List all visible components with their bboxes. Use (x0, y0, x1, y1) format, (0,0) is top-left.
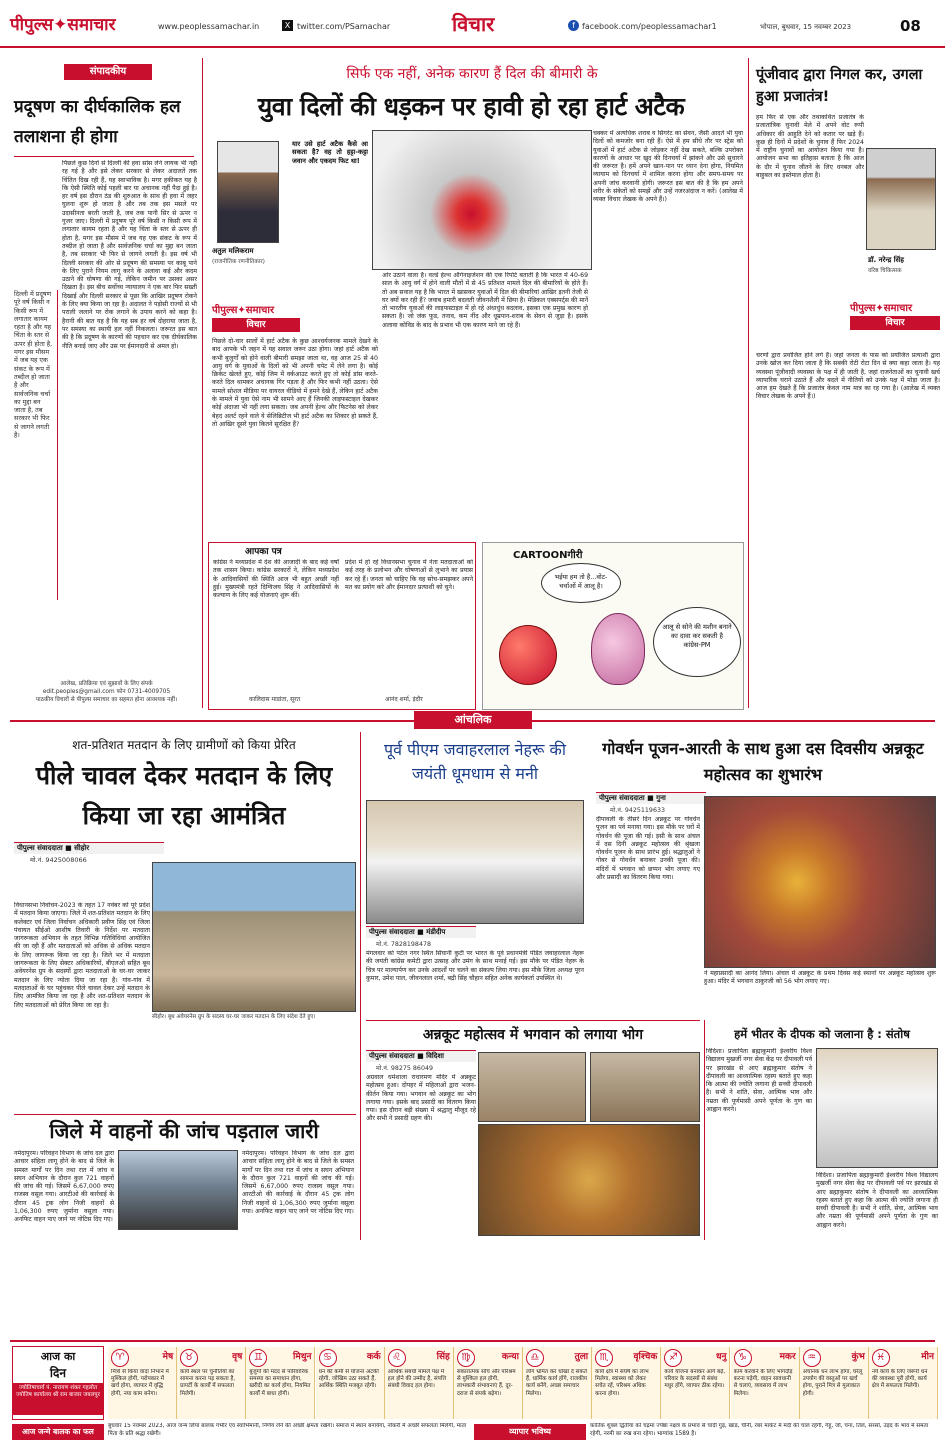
horoscope-title-box (12, 1346, 104, 1420)
rashi-text: अचानक धन लाभ होगा, घरेलू उपयोग की वस्तुओं पर खर्च होगा, पुराने मित्र से मुलाकात होगी। (802, 1369, 863, 1397)
story1-kicker: शत-प्रतिशत मतदान के लिए ग्रामीणों को किया प्रेरित (72, 738, 296, 752)
story4-photo-3 (590, 1052, 700, 1122)
story5-body-cont: नर्मदापुरम। परिवहन विभाग के जांच दल द्वारा आचार संहिता लागू होने के बाद से जिले के समस्त मार्गों पर दिन तथा रात में जांच व सघन अभियान के दौरान कुल 721 वाहनों की जांच की गई। जिसमें 6,67,000 रुपए राजस्व वसूल गया। आरटीओ की कार्रवाई के दौरान 45 ट्रक लोग निजी वाहनों से 1,06,300 रुपए जुर्माना वसूला गया। अनफिट वाहन पाए जाने पर नोटिस दिए गए। (242, 1150, 354, 1216)
story2-body: मंगलवार को पटेल नगर स्थित सिंघानी कुटी पर भारत के पूर्व प्रधानमंत्री पंडित जवाहरलाल नेहरू की जयंती कांग्रेस कमेटी द्वारा उत्साह और उमंग के साथ मनाई गई। इस मौके पर पंडित नेहरू के चित्र पर माल्यार्पण कर उनके आदर्शों पर चलने का संकल्प लिया गया। इस मौके जिला अध्यक्ष पूरन कुमार, उमेश पाल, जीवनलाल शर्मा, बद्री सिंह चौहान सहित अनेक कार्यकर्ता उपस्थित थे। (366, 950, 584, 982)
divider (14, 156, 194, 157)
rashi-12 (869, 1347, 938, 1419)
rashi-7 (523, 1347, 592, 1419)
heart-attack-photo (372, 130, 592, 270)
letters-box (208, 542, 476, 710)
zodiac-icon: ♈ (111, 1349, 129, 1367)
twitter-icon: X (282, 20, 293, 31)
story3-body: दीपावली के तीसरे दिन अन्नकूट पर गोवर्धन पूजन का पर्व मनाया गया। इस मौके पर घरों में गोवर्धन की पूजा की गई। इसी के साथ अंचल में दस दिनी अन्नकूट महोत्सव की श्रृंखला गोवर्धन पूजन के साथ प्रारंभ हुई। श्रद्धालुओं ने गोबर से गोवर्धन बनाकर उनकी पूजा की। मंदिरों में भगवान को छप्पन भोग लगाए गए और प्रसादी का वितरण किया गया। (596, 816, 700, 882)
rashi-text: कार्य क्षेत्र में संघर्ष का लाभ मिलेगा, स्वास्थ्य को लेकर सचेत रहें, परिश्रम अधिक करना होगा। (595, 1369, 649, 1397)
story3-dateline: पीपुल्स संवाददाता ■ गुना (596, 792, 706, 804)
letters-col-2: प्रदेश में हो रहे विधानसभा चुनाव में नेता मतदाताओं को कई तरह के प्रलोभन और घोषणाओं से लुभाने का प्रयास कर रहे हैं। जनता को चाहिए कि वह सोच-समझकर अपने मत का प्रयोग करे और ईमानदार प्रत्याशी को चुने। (345, 559, 473, 591)
rashi-name: कुंभ (851, 1352, 865, 1362)
horoscope-title-main: दिन (49, 1366, 67, 1380)
story4-mobile: मो.नं. 98275 86049 (376, 1065, 433, 1072)
rashi-3 (246, 1347, 315, 1419)
letters-col-1: कांग्रेस ने मध्यप्रदेश में देश की आजादी के बाद कई वर्षों तक शासन किया। कांग्रेस सरकारों ने, लेकिन मध्यप्रदेश के आदिवासियों की स्थिति आज भी बहुत अच्छी नहीं हुई। मुख्यमंत्री रहते दिग्विजय सिंह ने आदिवासियों के कल्याण के लिए कई योजनाएं शुरू कीं। (213, 559, 339, 600)
rashi-4 (316, 1347, 385, 1419)
story2-headline: पूर्व पीएम जवाहरलाल नेहरू की जयंती धूमधाम से मनी (383, 740, 566, 783)
horoscope-rule (10, 1340, 935, 1342)
rashi-2 (177, 1347, 246, 1419)
story1-mobile: मो.नं. 9425008066 (30, 856, 87, 864)
story5-headline: जिले में वाहनों की जांच पड़ताल जारी (49, 1119, 319, 1143)
story6-photo (816, 1048, 938, 1168)
lead-kicker: सिर्फ एक नहीं, अनेक कारण हैं दिल की बीमारी के (346, 66, 598, 82)
horoscope-title-top: आज का (40, 1350, 76, 1363)
story2-photo (366, 800, 584, 924)
section-title: विचार (452, 12, 495, 36)
zodiac-icon: ♐ (664, 1349, 682, 1367)
twitter-link[interactable]: twitter.com/PSamachar (297, 22, 391, 31)
rashi-6 (454, 1347, 523, 1419)
story6-body-2: विदिशा। प्रजापिता ब्रह्माकुमारी ईश्वरीय विश्व विद्यालय मुखर्जी नगर सेवा केंद्र पर दीपावली पर्व पर झारखंड से आए ब्रह्माकुमार संतोष ने दीपावली का आध्यात्मिक रहस्य बताते हुए कहा कि आत्मा की ज्योति जगाना ही सच्ची दीपावली है। सभी ने शांति, सेवा, आत्मिक भाव और नम्रता की पूर्णमासी अपने पूर्णता के गुण का आह्वान करने। (816, 1172, 938, 1229)
editorial-pull-quote: दिल्ली में प्रदूषण पूरे वर्ष किसी न किसी रूप में लगातार कायम रहता है और यह चिंता के स्तर से ऊपर ही होता है, मगर इस मौसम में जब यह एक संकट के रूप में तब्दील हो जाता है और सार्वजनिक चर्चा का मुद्दा बन जाता है, तब सरकार भी फिर से जागने लगती है। (14, 290, 58, 600)
rashi-11 (800, 1347, 869, 1419)
rashi-name: मेष (162, 1352, 174, 1362)
author-role: (राजनीतिक रणनीतिकार) (212, 259, 265, 265)
speech-bubble-2: आलू से सोने की मशीन बनाने का दावा कर सकती है कांग्रेस-PM (653, 607, 741, 677)
rashi-name: सिंह (436, 1352, 450, 1362)
website-link[interactable]: www.peoplessamachar.in (158, 22, 260, 31)
rashi-name: कर्क (366, 1352, 381, 1362)
lead-body-3: चक्कर में अत्यधिक शराब व सिगरेट का सेवन, जैसी आदतें भी युवा दिलों को कमजोर बना रही हैं। ऐसे में हम सीधे तौर पर स्ट्रेस को युवाओं में हार्ट अटैक से जोड़कर नहीं देख सकते, बल्कि उपरोक्त कारणों के आधार पर खुद की दिनचर्या में झांकने और उसे सुधारने की जरूरत है। हमें अपने खान-पान पर ध्यान देना होगा, नियमित व्यायाम को दिनचर्या में शामिल करना होगा और समय-समय पर अपनी जांच करवानी होगी। जरूरत इस बात की है कि हम अपने शरीर के संकेतों को समझें और उन्हें नजरअंदाज न करें। (आलेख में व्यक्त विचार लेखक के अपने हैं।) (593, 130, 743, 204)
rashi-1 (108, 1347, 177, 1419)
story6-headline: हमें भीतर के दीपक को जलाना है : संतोष (734, 1027, 910, 1041)
right-logo: पीपुल्स✦समाचार (850, 303, 913, 314)
right-author-role: वरिष्ठ चिकित्सक (868, 268, 902, 274)
rashi-text: नये कार्य के लिए जरूरी धन की व्यवस्था पूरी होगी, कार्य क्षेत्र में सफलता मिलेगी। (871, 1369, 928, 1390)
rashi-name: वृश्चिक (633, 1352, 658, 1362)
letter-signature-1: कालिदास माडांता, सूरत (249, 696, 301, 703)
story6-body: विदिशा। प्रजापिता ब्रह्माकुमारी ईश्वरीय विश्व विद्यालय मुखर्जी नगर सेवा केंद्र पर दीपावली पर्व पर झारखंड से आए ब्रह्माकुमार संतोष ने दीपावली का आध्यात्मिक रहस्य बताते हुए कहा कि आत्मा की ज्योति जगाना ही सच्ची दीपावली है। सभी ने शांति, सेवा, आत्मिक भाव और नम्रता की पूर्णमासी अपने पूर्णता के गुण का आह्वान करने। (706, 1048, 812, 1114)
story2-dateline: पीपुल्स संवाददाता ■ मंडीदीप (366, 926, 476, 938)
editorial-body: पिछले कुछ दिनों से दिल्ली की हवा सांस लेने लायक भी नहीं रह गई है और इसे लेकर सरकार से लेकर अदालतें तक चिंतित दिख रही हैं, यह स्वाभाविक है। मगर हकीकत यह है कि ऐसी स्थिति कोई पहली बार या अचानक नहीं पैदा हुई है। हर वर्ष इस दौरान ठंड की शुरुआत के साथ ही हवा में जहर घुलना शुरू हो जाता है और तब तक इस मसले पर उदासीनता बरती जाती है, जब तक पानी सिर से ऊपर न गुजर जाए। दिल्ली में प्रदूषण पूरे वर्ष किसी न किसी रूप में लगातार कायम रहता है और यह चिंता के स्तर से ऊपर ही होता है, मगर इस मौसम में जब यह एक संकट के रूप में तब्दील हो जाता है और सार्वजनिक चर्चा का मुद्दा बन जाता है, तब सरकार भी फिर से जागने लगती है। इस वर्ष भी दिल्ली सरकार की ओर से प्रदूषण की समस्या पर काबू पाने के लिए पुराने नियम लागू करने के अलावा कई और कदम उठाने की घोषणा की गई, लेकिन जमीन पर उसका असर दिखता है। इस बीच सर्वोच्च न्यायालय ने एक बार फिर सख्ती दिखाई और दिल्ली सरकार से पूछा कि आखिर प्रदूषण रोकने के लिए क्या किया जा रहा है। अदालत ने पड़ोसी राज्यों से भी पराली जलाने पर रोक लगाने के उपाय करने को कहा है। हैरानी की बात यह है कि यह सब हर वर्ष दोहराया जाता है, पर समस्या का स्थायी हल नहीं निकलता। जरूरत इस बात की है कि प्रदूषण के कारणों की पहचान कर एक दीर्घकालिक नीति बनाई जाए और उस पर ईमानदारी से अमल हो। (62, 160, 197, 350)
rashi-8 (592, 1347, 661, 1419)
zodiac-icon: ♋ (319, 1349, 337, 1367)
lead-headline: युवा दिलों की धड़कन पर हावी हो रहा हार्ट अटैक (257, 92, 685, 121)
story5-photo (118, 1150, 238, 1230)
column-rule (748, 58, 749, 708)
right-section-tag: विचार (850, 316, 940, 330)
cartoon-label: CARTOONगीरी (513, 550, 583, 561)
tomato-illustration (499, 625, 557, 685)
rashi-text: सकारात्मक सोच और परिश्रम से मुश्किल हल होगी, लाभकारी संभावनाएं हैं, दूर-दराज से संपर्क बढ़ेगा। (456, 1369, 516, 1397)
onion-illustration (591, 613, 645, 685)
story4-photo-2 (478, 1124, 700, 1236)
lead-body-1: पिछले दो-चार सालों में हार्ट अटैक के कुछ आश्चर्यजनक मामले देखने के बाद आपके भी जहन में यह सवाल जरूर उठा होगा। जहां हार्ट अटैक को कभी बुजुर्गों को होने वाली बीमारी समझा जाता था, वह आज 25 से 40 आयु वर्ग के युवाओं के दिलों को भी अपनी चपेट में लेने लगा है। कोई क्रिकेट खेलते हुए, कोई जिम में वर्कआउट करते हुए तो कोई डांस करते-करते दिल थामकर अचानक गिर पड़ता है और फिर कभी नहीं उठता। ऐसे मामले सोशल मीडिया पर वायरल वीडियो में हमने देखे हैं, लेकिन हार्ट अटैक के मामले में युवा ऐसे नाम भी सामने आए हैं जिनकी लाइफस्टाइल देखकर कोई अंदाजा भी नहीं लगा सकता। जब अपनी हेल्थ और फिटनेस को लेकर बेहद अलर्ट रहने वाले ये सेलिब्रिटीज भी हार्ट अटैक का शिकार हो सकते हैं, तो आखिर दूसरे युवा कितने सुरक्षित हैं? (212, 338, 378, 428)
column-rule (704, 1020, 705, 1240)
story2-mobile: मो.नं. 7828198478 (376, 941, 431, 948)
page-number: 08 (900, 17, 921, 35)
column-rule (202, 58, 203, 708)
right-author-photo (866, 148, 936, 250)
lead-quote: यार उसे हार्ट अटैक कैसे आ सकता है? वह तो हट्टा-कट्टा जवान और एकदम फिट था! (292, 140, 368, 165)
letter-signature-2: आनंद शर्मा, इंदौर (385, 696, 423, 703)
story4-headline: अन्नकूट महोत्सव में भगवान को लगाया भोग (422, 1027, 644, 1043)
editorial-headline: प्रदूषण का दीर्घकालिक हल तलाशना ही होगा (14, 97, 181, 147)
masthead (0, 0, 945, 48)
zodiac-icon: ♓ (872, 1349, 890, 1367)
zodiac-icon: ♍ (457, 1349, 475, 1367)
story1-body: विधानसभा निर्वाचन-2023 के तहत 17 नवंबर को पूरे प्रदेश में मतदान किया जाएगा। जिले में शत-प्रतिशत मतदान के लिए कलेक्टर एवं जिला निर्वाचन अधिकारी प्रवीण सिंह एवं जिला पंचायत सीईओ आशीष तिवारी के निर्देश पर मतदाता जागरूकता अभियान के तहत विभिन्न गतिविधियां आयोजित की जा रही हैं और मतदाताओं को अधिक से अधिक मतदान के लिए जागरूक किया जा रहा है। जिले भर में मतदाता जागरूकता के लिए सेक्टर अधिकारियों, बीएलओ सहित बूथ अवेयरनेस ग्रुप के सदस्यों द्वारा मतदाताओं के घर-घर जाकर मतदान के लिए न्योता दिया जा रहा है। गांव-गांव में मतदाताओं के घर पहुंचकर पीले चावल देकर उन्हें मतदान के लिए आमंत्रित किया जा रहा है और शत-प्रतिशत मतदान के लिए मतदाताओं को प्रेरित किया जा रहा है। (14, 902, 150, 1009)
rashi-text: कार्य योजना बनाकर आगे बढ़ें, परिवार के सदस्यों से संबंध मधुर होंगे, व्यापार ठीक रहेगा। (664, 1369, 726, 1390)
story4-body: अग्रवाल धर्मशाला राधारमण मंदिर में अन्नकूट महोत्सव हुआ। दोपहर में महिलाओं द्वारा भजन-कीर्तन किया गया। भगवान को अन्नकूट का भोग लगाया गया। इसके बाद प्रसादी का वितरण किया गया। इस दौरान बड़ी संख्या में श्रद्धालु मौजूद रहे और सभी ने प्रसादी ग्रहण की। (366, 1074, 476, 1123)
rashi-name: मीन (921, 1352, 934, 1362)
story1-photo (152, 862, 356, 1012)
born-today-label: आज जन्मे बालक का फल (12, 1424, 104, 1440)
facebook-link[interactable]: facebook.com/peoplessamachar1 (582, 22, 717, 31)
rashi-9 (661, 1347, 730, 1419)
rashi-name: वृष (232, 1352, 243, 1362)
story1-caption: सीहोर। बूथ अवेयरनेस ग्रुप के सदस्य घर-घर जाकर मतदान के लिए संदेश देते हुए। (152, 1014, 316, 1020)
rashi-text: आर्थिक संबंधी मामले पक्ष में हल होने की उम्मीद है, संपत्ति संबंधी विवाद हल होगा। (387, 1369, 447, 1390)
story3-mobile: मो.नं. 9425119633 (610, 807, 665, 814)
zodiac-icon: ♊ (249, 1349, 267, 1367)
divider (366, 1020, 700, 1021)
right-body-1: हम फिर से एक और तथाकथित प्रजातंत्र के प्रजातांत्रिक चुनावी मेले में अपने वोट रूपी अधिकार की आहुति देने को कतार पर खड़े हैं। कुछ ही दिनों में प्रदेशों के चुनाव हैं फिर 2024 में राष्ट्रीय चुनावों का आयोजन किया गया है। आयोजन सभा का इतिहास बताता है कि आज के दौर में चुनाव जीतने के लिए धनबल और बाहुबल का इस्तेमाल होता है। (756, 114, 864, 180)
story4-photo-1 (478, 1052, 586, 1122)
rashi-text: कार्य स्थल पर चुनौतियों का सामना करना पड़ सकता है, प्रापर्टी के कार्यों में सफलता मिलेगी। (180, 1369, 236, 1397)
facebook-icon: f (568, 20, 579, 31)
author-name: अतुल मलिकराम (212, 247, 254, 255)
right-author-name: डॉ. नरेन्द्र सिंह (868, 256, 904, 264)
cartoon-box (482, 542, 744, 710)
story3-photo (704, 796, 936, 968)
story1-dateline: पीपुल्स संवाददाता ■ सीहोर (14, 842, 164, 854)
right-headline: पूंजीवाद द्वारा निगल कर, उगला हुआ प्रजातंत्र! (756, 67, 923, 105)
zodiac-icon: ♌ (388, 1349, 406, 1367)
editorial-footer (14, 680, 199, 704)
rashi-text: लोग भ्रमित कर धोखा दे सकते हैं, धार्मिक कार्य होंगे, राजकीय कार्य बनेंगे, अच्छा समाचार मिलेगा। (526, 1369, 588, 1397)
dateline: भोपाल, बुधवार, 15 नवम्बर 2023 (760, 23, 852, 31)
editorial-footer-line: आलेख, प्रतिक्रिया एवं सुझावों के लिए संपर्क (60, 681, 153, 687)
zodiac-icon: ♉ (180, 1349, 198, 1367)
letters-label: आपका पत्र (245, 547, 282, 557)
born-today-text: बुधवार 15 नवम्बर 2023, आज जन्म लिया बालक गंभीर एवं स्वाभिमानी, निर्णय लेने की अच्छी क्षमता रखेगा। समाज में स्थान बनायेगा, नौकरी में अच्छी सफलता मिलेगी, माता पिता के प्रति श्रद्धा रखेगी। (108, 1423, 467, 1437)
rashi-name: मिथुन (293, 1352, 312, 1362)
editorial-label: संपादकीय (64, 64, 152, 80)
anchalik-label: आंचलिक (414, 711, 532, 729)
horoscope-astrologer: ज्योतिषाचार्य पं. नारायण शंकर गहलोत ज्योतिष कार्यालय श्री राम बाजार जबलपुर (13, 1383, 103, 1415)
rashi-text: काम करवाने के लिए भागदौड़ करना पड़ेगी, वाहन सावधानी से चलाएं, व्यवसाय में लाभ मिलेगा। (733, 1369, 793, 1397)
rashi-text: धन की कमी से योजना अटकी रहेगी, जोखिम उठा सकते हैं, आर्थिक स्थिति मजबूत रहेगी। (318, 1369, 379, 1390)
rashi-name: तुला (574, 1352, 589, 1362)
rashi-name: मकर (779, 1352, 796, 1362)
market-label: व्यापार भविष्य (474, 1424, 586, 1440)
market-text: कार्तिक शुक्ल द्वितीया को चंद्रमा ज्येष्ठा नक्षत्र के प्रभाव से चांदी गुड़, खांड, चीनी, रबर मार्केट में मंदी की चाल रहेगी, गेहूं, जौ, चना, तिल, सरसों, उड़द के भाव में समता रहेगी, नरमी का रुख बना रहेगा। भाग्यांक 1589 है। (590, 1423, 929, 1437)
story3-body-2: ने महाप्रसादी का आनंद लिया। अंचल में अन्नकूट के प्रथम दिवस कई स्थानों पर अन्नकूट महोत्सव शुरू हुआ। मंदिर में भगवान ठाकुरजी को 56 भोग लगाए गए। (704, 970, 936, 986)
story4-dateline: पीपुल्स संवाददाता ■ विदिशा (366, 1050, 476, 1062)
story1-headline: पीले चावल देकर मतदान के लिए किया जा रहा आमंत्रित (35, 761, 333, 830)
right-body-2: चरणों द्वारा प्रयोजित होने लगे हैं। जहां जनता के पास को प्रयोजित प्रत्याशी द्वारा उनके खोज कर दिया जाता है कि सबकी रोटी रोटा दिन से क्या कहा जाता है। यह व्यवस्था पूंजीवादी व्यवस्था के पक्ष में ही जाती है, जहां राजनेताओं का चुनावी खर्च व्यापारिक घराने उठाते हैं और बदले में नीतियों को उनके पक्ष में मोड़ा जाता है। आज हम देखते हैं कि प्रजातंत्र केवल नाम मात्र का रह गया है। (आलेख में व्यक्त विचार लेखक के अपने हैं।) (756, 352, 940, 401)
rashi-5 (385, 1347, 454, 1419)
lead-logo: पीपुल्स✦समाचार (212, 305, 275, 316)
zodiac-icon: ♏ (595, 1349, 613, 1367)
rashi-10 (731, 1347, 800, 1419)
rashi-name: धनु (715, 1352, 727, 1362)
zodiac-icon: ♎ (526, 1349, 544, 1367)
column-rule (360, 732, 361, 1240)
editorial-email[interactable]: edit.peoples@gmail.com फोन 0731-4009705 (42, 689, 171, 695)
rashi-name: कन्या (501, 1352, 519, 1362)
lead-body-2: ओर उठाने वाला है। वर्ल्ड हेल्थ ऑर्गनाइजेशन की एक रिपोर्ट बताती है कि भारत में 40-69 साल के आयु वर्ग में होने वाली मौतों में से 45 प्रतिशत मामले दिल की बीमारियों के होते हैं। तो अब सवाल यह है कि भारत में खासकर युवाओं में दिल की बीमारियां आखिर इतनी तेजी से घर क्यों कर रही हैं? जवाब हमारी बदलती जीवनशैली में छिपा है। मेडिकल एक्सपर्ट्स की मानें तो भारतीय युवाओं की लाइफस्टाइल में हो रहे अंधाधुंध बदलाव, इसका एक प्रमुख कारण हो सकता है। जो जंक फूड, तनाव, कम नींद और धूम्रपान-शराब के सेवन से जुड़ा है। इसके अलावा कोविड के बाद के प्रभाव भी एक कारण माने जा रहे हैं। (382, 272, 588, 329)
editorial-disclaimer: पाठकीय विचारों से पीपुल्स समाचार का सहमत होना आवश्यक नहीं। (35, 697, 178, 703)
speech-bubble-1: भईया हम तो है...वोट-चर्चाओं में आलू है। (541, 563, 621, 603)
rashi-text: बुजुर्गों की मदद से पारिवारिक समस्या का समाधान होगा, खरीदी का कार्य होगा, नियमित कार्यों में बाधा होगी। (249, 1369, 311, 1397)
story5-body: नर्मदापुरम। परिवहन विभाग के जांच दल द्वारा आचार संहिता लागू होने के बाद से जिले के समस्त मार्गों पर दिन तथा रात में जांच व सघन अभियान के दौरान कुल 721 वाहनों की जांच की गई। जिसमें 6,67,000 रुपए राजस्व वसूल गया। आरटीओ की कार्रवाई के दौरान 45 ट्रक लोग निजी वाहनों से 1,06,300 रुपए जुर्माना वसूला गया। अनफिट वाहन पाए जाने पर नोटिस दिए गए। (14, 1150, 114, 1224)
zodiac-icon: ♑ (734, 1349, 752, 1367)
divider (14, 1114, 356, 1115)
masthead-logo: पीपुल्स✦समाचार (10, 15, 116, 35)
lead-section-tag: विचार (212, 318, 300, 332)
story3-headline: गोवर्धन पूजन-आरती के साथ हुआ दस दिवसीय अन्नकूट महोत्सव का शुभारंभ (602, 739, 924, 784)
rashi-text: मित्रों से किया वादा निभाने में मुश्किल होगी, परोपकार में खर्च होगा, व्यापार में वृद्धि होगी, नया काम बनेगा। (111, 1369, 169, 1397)
zodiac-icon: ♒ (803, 1349, 821, 1367)
